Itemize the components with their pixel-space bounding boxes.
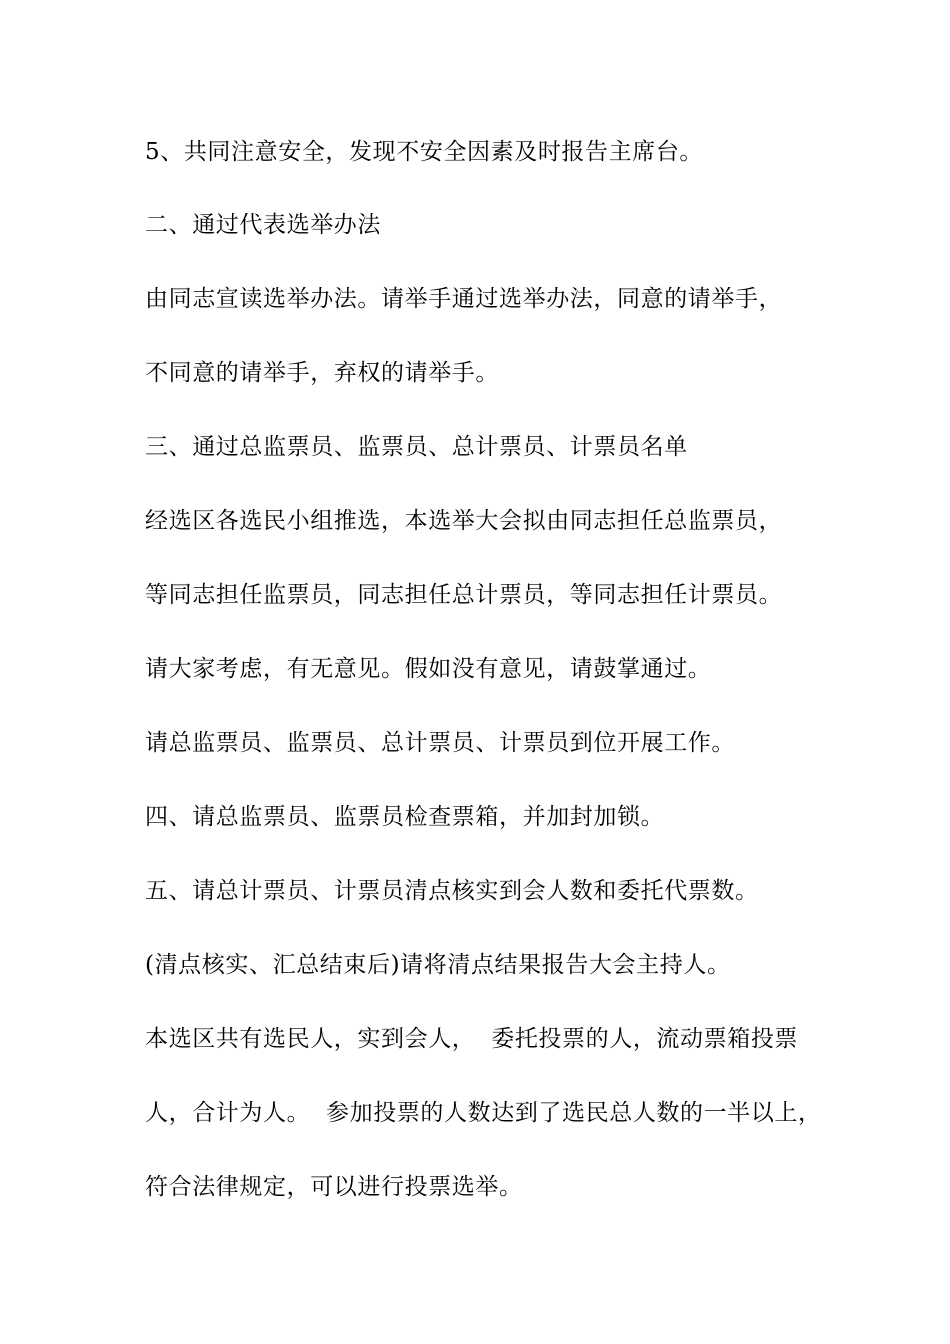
paragraph-line: 本选区共有选民人，实到会人， 委托投票的人，流动票箱投票	[145, 1026, 799, 1052]
section-heading: 三、通过总监票员、监票员、总计票员、计票员名单	[145, 434, 688, 460]
section-heading: 二、通过代表选举办法	[145, 212, 381, 238]
paragraph-line: 由同志宣读选举办法。请举手通过选举办法，同意的请举手，	[145, 286, 783, 312]
paragraph-line: 等同志担任监票员，同志担任总计票员，等同志担任计票员。	[145, 582, 783, 608]
paragraph-line: 经选区各选民小组推选，本选举大会拟由同志担任总监票员，	[145, 508, 783, 534]
paragraph-line: 符合法律规定，可以进行投票选举。	[145, 1174, 523, 1200]
paragraph-line: (清点核实、汇总结束后)请将清点结果报告大会主持人。	[145, 952, 731, 978]
paragraph-line: 请大家考虑，有无意见。假如没有意见，请鼓掌通过。	[145, 656, 712, 682]
paragraph-line: 5、共同注意安全，发现不安全因素及时报告主席台。	[145, 139, 704, 165]
paragraph-line: 不同意的请举手，弃权的请举手。	[145, 360, 499, 386]
paragraph-line: 人，合计为人。 参加投票的人数达到了选民总人数的一半以上，	[145, 1100, 822, 1126]
section-heading: 四、请总监票员、监票员检查票箱，并加封加锁。	[145, 804, 665, 830]
section-heading: 五、请总计票员、计票员清点核实到会人数和委托代票数。	[145, 878, 759, 904]
paragraph-line: 请总监票员、监票员、总计票员、计票员到位开展工作。	[145, 730, 735, 756]
